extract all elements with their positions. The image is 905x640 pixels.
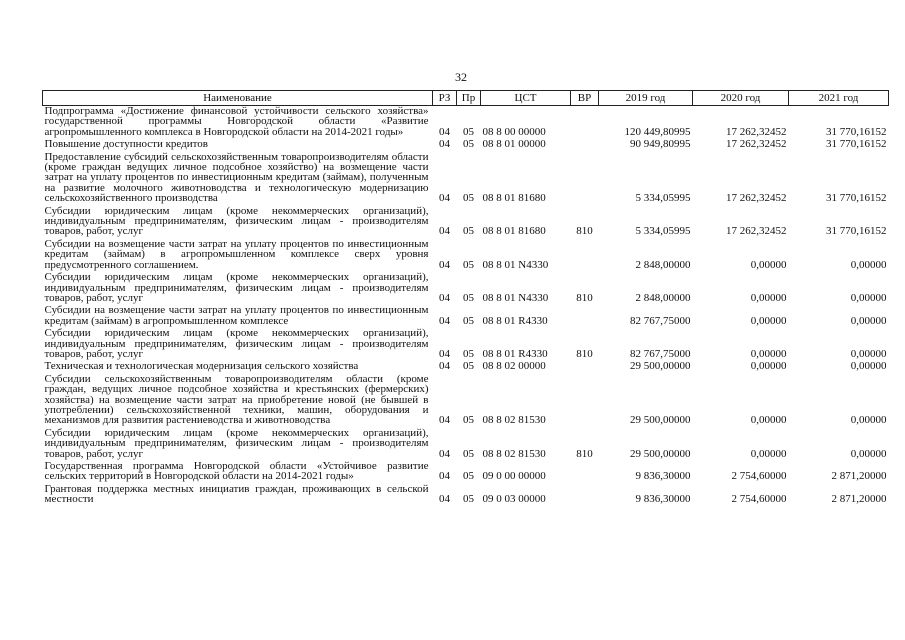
cell-2020: 17 262,32452 (726, 125, 787, 138)
cell-2019: 9 836,30000 (635, 470, 691, 483)
cell-rz: 04 (439, 447, 450, 460)
cell-rz: 04 (439, 470, 450, 483)
cell-2020: 0,00000 (750, 414, 787, 427)
cell-vr (571, 461, 599, 484)
cell-rz: 04 (439, 314, 450, 327)
cell-2019: 29 500,00000 (630, 360, 691, 373)
cell-2019: 5 334,05995 (635, 192, 691, 205)
cell-name: Субсидии юридическим лицам (кроме некоммерческих организаций), индивидуальным предпринимателям, физическим лицам - производителям товаров, работ, услуг (44, 426, 429, 460)
cell-2020: 2 754,60000 (731, 493, 787, 506)
cell-vr (571, 239, 599, 272)
header-name: Наименование (43, 91, 433, 106)
cell-rz: 04 (439, 291, 450, 304)
cell-pr: 05 (463, 138, 474, 151)
page-number: 32 (455, 70, 467, 84)
cell-2021: 31 770,16152 (826, 192, 887, 205)
cell-name: Субсидии на возмещение части затрат на уплату процентов по инвестиционным кредитам (займам) в агропромышленном комплексе сверх уровня предусмотренного соглашением. (44, 237, 429, 271)
cell-2021: 31 770,16152 (826, 225, 887, 238)
cell-cst: 08 8 01 R4330 (482, 314, 548, 327)
cell-2021: 2 871,20000 (831, 493, 887, 506)
cell-name: Грантовая поддержка местных инициатив граждан, проживающих в сельской местности (44, 482, 429, 506)
cell-2019: 82 767,75000 (630, 347, 691, 360)
cell-2019: 82 767,75000 (630, 314, 691, 327)
cell-rz: 04 (439, 125, 450, 138)
cell-2020: 0,00000 (750, 347, 787, 360)
cell-cst: 08 8 01 00000 (482, 138, 546, 151)
cell-rz: 04 (439, 347, 450, 360)
cell-name: Субсидии юридическим лицам (кроме некоммерческих организаций), индивидуальным предпринимателям, физическим лицам - производителям товаров, работ, услуг (44, 327, 429, 360)
cell-cst: 08 8 01 81680 (482, 192, 546, 205)
table-row (43, 374, 889, 428)
table-row (43, 206, 889, 239)
cell-2020: 17 262,32452 (726, 225, 787, 238)
cell-name: Повышение доступности кредитов (44, 138, 208, 151)
cell-cst: 08 8 01 R4330 (482, 347, 548, 360)
cell-2021: 0,00000 (850, 258, 887, 271)
cell-cst: 08 8 01 N4330 (482, 258, 549, 271)
cell-cst: 08 8 02 81530 (482, 447, 546, 460)
cell-2021: 0,00000 (850, 347, 887, 360)
cell-vr (571, 361, 599, 373)
cell-2020: 0,00000 (750, 291, 787, 304)
cell-vr (571, 152, 599, 206)
table-row (43, 305, 889, 328)
cell-2020: 0,00000 (750, 258, 787, 271)
cell-2019: 2 848,00000 (635, 258, 691, 271)
cell-pr: 05 (463, 125, 474, 138)
cell-vr (571, 374, 599, 428)
cell-vr (571, 139, 599, 151)
cell-vr (571, 305, 599, 328)
table-row (43, 361, 889, 373)
cell-2021: 0,00000 (850, 314, 887, 327)
table-row (43, 139, 889, 151)
cell-pr: 05 (463, 447, 474, 460)
cell-name: Подпрограмма «Достижение финансовой устойчивости сельского хозяйства» государственной программы Новгородской области «Развитие агропромышленного комплекса в Новгородской области на 2014-2021 годы» (44, 105, 429, 138)
cell-name: Субсидии сельскохозяйственным товаропроизводителям области (кроме граждан, ведущих личное подсобное хозяйства и крестьянских (фермерских) хозяйства) на возмещение части затрат на приобретение новой (не бывшей в употреблении) сельскохозяйственной техники, машин, оборудования и механизмов для развития растениеводства и животноводства (44, 372, 429, 427)
cell-pr: 05 (463, 314, 474, 327)
header-pr: Пр (457, 91, 481, 106)
cell-pr: 05 (463, 291, 474, 304)
table-body (43, 106, 889, 507)
cell-pr: 05 (463, 225, 474, 238)
cell-2019: 120 449,80995 (624, 125, 691, 138)
cell-cst: 09 0 03 00000 (482, 493, 546, 506)
cell-cst: 08 8 00 00000 (482, 125, 546, 138)
cell-pr: 05 (463, 414, 474, 427)
table-header-row (43, 91, 889, 106)
cell-vr (571, 106, 599, 140)
cell-2021: 0,00000 (850, 291, 887, 304)
cell-2021: 31 770,16152 (826, 125, 887, 138)
cell-2019: 90 949,80995 (630, 138, 691, 151)
header-cst: ЦСТ (481, 91, 571, 106)
cell-vr: 810 (576, 291, 593, 304)
table-row (43, 484, 889, 507)
cell-name: Техническая и технологическая модернизация сельского хозяйства (44, 360, 359, 373)
cell-rz: 04 (439, 360, 450, 373)
table-row (43, 461, 889, 484)
cell-pr: 05 (463, 258, 474, 271)
header-rz: РЗ (433, 91, 457, 106)
table-row (43, 152, 889, 206)
cell-rz: 04 (439, 138, 450, 151)
cell-rz: 04 (439, 414, 450, 427)
cell-pr: 05 (463, 192, 474, 205)
cell-2021: 31 770,16152 (826, 138, 887, 151)
table-row (43, 328, 889, 361)
table-row (43, 239, 889, 272)
budget-table (42, 90, 889, 507)
cell-2020: 2 754,60000 (731, 470, 787, 483)
table-row (43, 106, 889, 140)
cell-vr: 810 (576, 225, 593, 238)
cell-vr: 810 (576, 447, 593, 460)
cell-2019: 5 334,05995 (635, 225, 691, 238)
cell-2020: 17 262,32452 (726, 192, 787, 205)
header-2021: 2021 год (789, 91, 889, 106)
cell-cst: 08 8 02 00000 (482, 360, 546, 373)
cell-rz: 04 (439, 493, 450, 506)
cell-2019: 29 500,00000 (630, 414, 691, 427)
cell-2021: 0,00000 (850, 447, 887, 460)
cell-2020: 17 262,32452 (726, 138, 787, 151)
cell-2019: 29 500,00000 (630, 447, 691, 460)
cell-cst: 08 8 01 81680 (482, 225, 546, 238)
cell-pr: 05 (463, 493, 474, 506)
cell-name: Субсидии юридическим лицам (кроме некоммерческих организаций), индивидуальным предпринимателям, физическим лицам - производителям товаров, работ, услуг (44, 271, 429, 304)
cell-cst: 08 8 02 81530 (482, 414, 546, 427)
header-2019: 2019 год (599, 91, 693, 106)
cell-cst: 08 8 01 N4330 (482, 291, 549, 304)
cell-pr: 05 (463, 470, 474, 483)
cell-2021: 0,00000 (850, 414, 887, 427)
cell-rz: 04 (439, 225, 450, 238)
cell-pr: 05 (463, 360, 474, 373)
table-row (43, 428, 889, 461)
cell-name: Предоставление субсидий сельскохозяйственным товаропроизводителям области (кроме граждан ведущих личное подсобное хозяйство) на возмещение части затрат на уплату процентов по инвестиционным кредитам (займам), полученным на развитие молочного животноводства и технологическую модернизацию сельскохозяйственного производства (44, 150, 429, 205)
cell-name: Государственная программа Новгородской области «Устойчивое развитие сельских территорий в Новгородской области на 2014-2021 годы» (44, 460, 429, 483)
cell-2020: 0,00000 (750, 447, 787, 460)
cell-2020: 0,00000 (750, 314, 787, 327)
cell-vr: 810 (576, 347, 593, 360)
cell-name: Субсидии на возмещение части затрат на уплату процентов по инвестиционным кредитам (займам) в агропромышленном комплексе (44, 304, 429, 327)
cell-2019: 9 836,30000 (635, 493, 691, 506)
table-row (43, 272, 889, 305)
cell-2019: 2 848,00000 (635, 291, 691, 304)
header-vr: ВР (571, 91, 599, 106)
cell-pr: 05 (463, 347, 474, 360)
cell-2021: 0,00000 (850, 360, 887, 373)
cell-vr (571, 484, 599, 507)
cell-rz: 04 (439, 258, 450, 271)
cell-2020: 0,00000 (750, 360, 787, 373)
cell-rz: 04 (439, 192, 450, 205)
cell-cst: 09 0 00 00000 (482, 470, 546, 483)
header-2020: 2020 год (693, 91, 789, 106)
cell-name: Субсидии юридическим лицам (кроме некоммерческих организаций), индивидуальным предпринимателям, физическим лицам - производителям товаров, работ, услуг (44, 204, 429, 238)
cell-2021: 2 871,20000 (831, 470, 887, 483)
